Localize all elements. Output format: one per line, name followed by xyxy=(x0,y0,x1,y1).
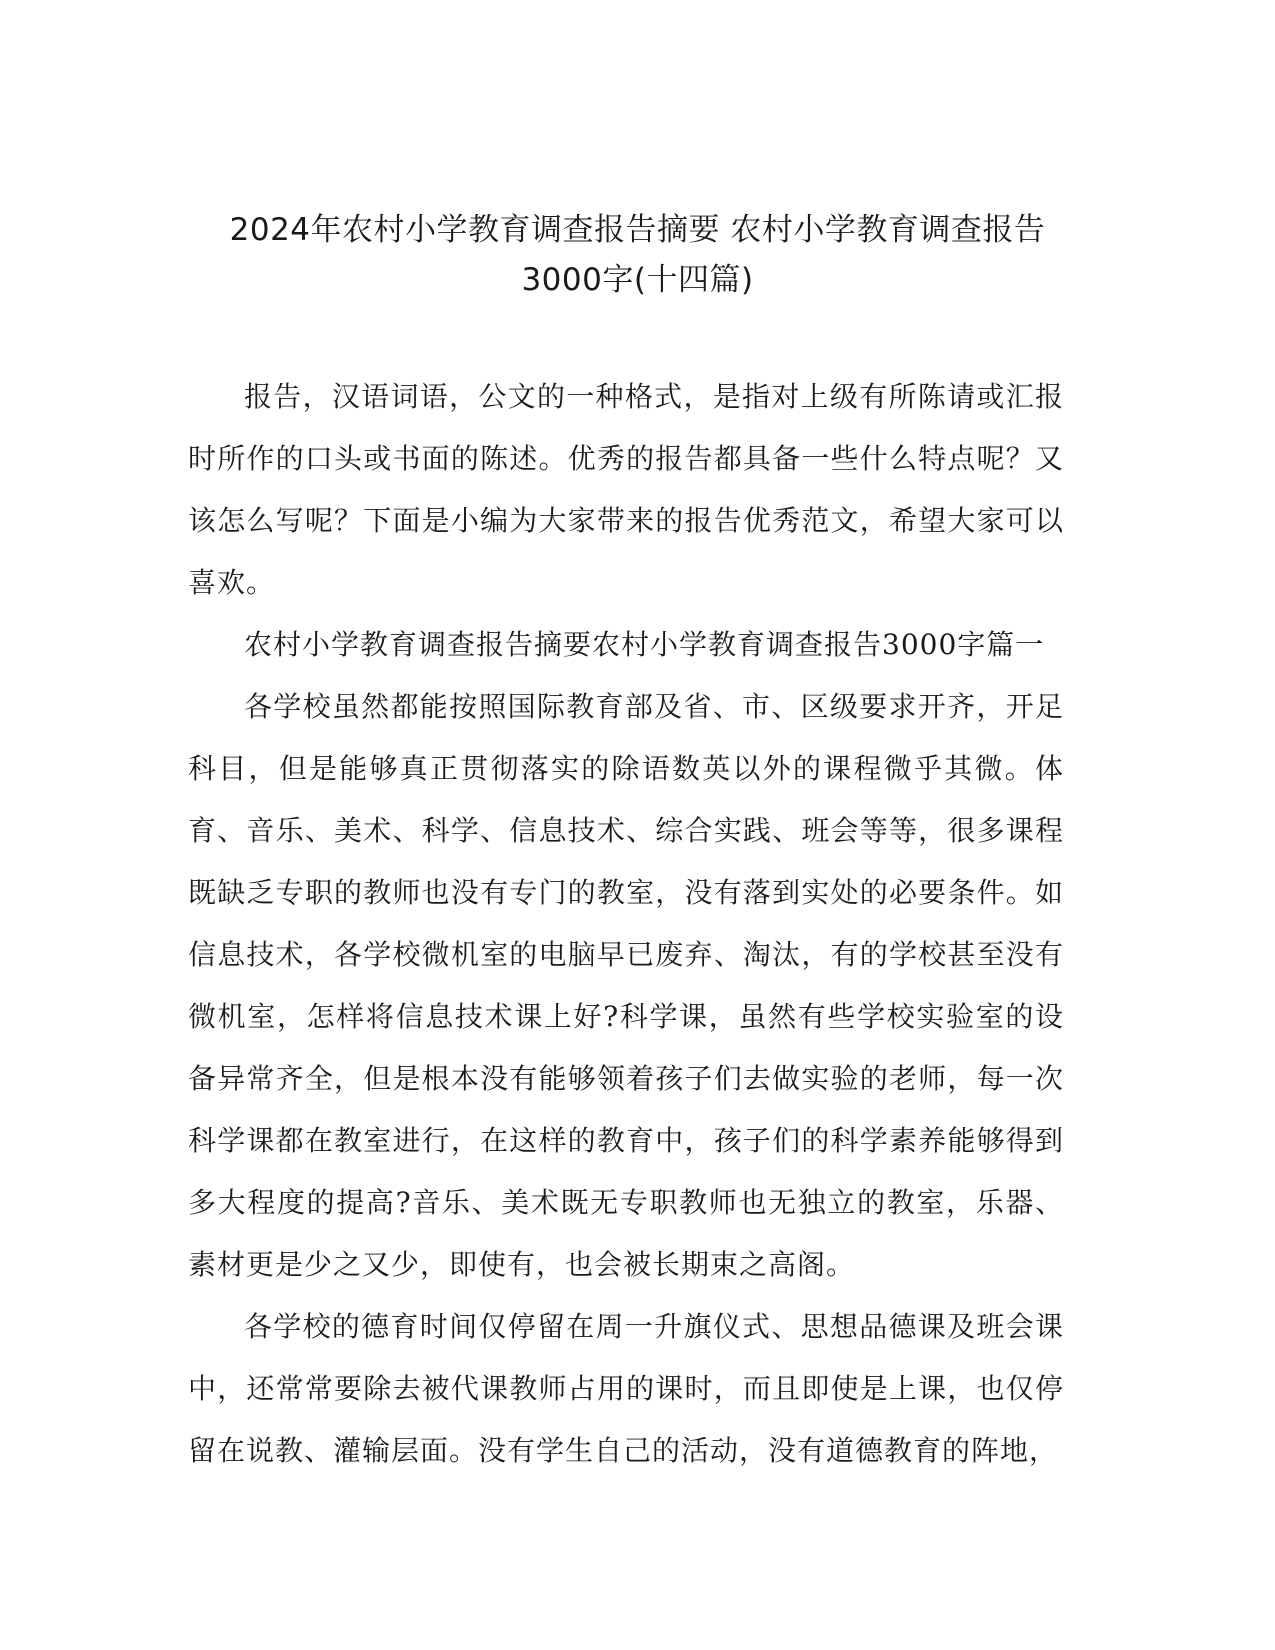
document-title xyxy=(150,205,1125,305)
document-body xyxy=(188,366,1064,1482)
title-line-2: 3000字(十四篇) xyxy=(521,262,754,298)
paragraph-curriculum: 各学校虽然都能按照国际教育部及省、市、区级要求开齐，开足科目，但是能够真正贯彻落实的除语数英以外的课程微乎其微。体育、音乐、美术、科学、信息技术、综合实践、班会等等，很多课程既缺乏专职的教师也没有专门的教室，没有落到实处的必要条件。如信息技术，各学校微机室的电脑早已废弃、淘汰，有的学校甚至没有微机室，怎样将信息技术课上好?科学课，虽然有些学校实验室的设备异常齐全，但是根本没有能够领着孩子们去做实验的老师，每一次科学课都在教室进行，在这样的教育中，孩子们的科学素养能够得到多大程度的提高?音乐、美术既无专职教师也无独立的教室，乐器、素材更是少之又少，即使有，也会被长期束之高阁。 xyxy=(188,690,1064,1281)
paragraph-moral-education: 各学校的德育时间仅停留在周一升旗仪式、思想品德课及班会课中，还常常要除去被代课教师占用的课时，而且即使是上课，也仅停留在说教、灌输层面。没有学生自己的活动，没有道德教育的阵地， xyxy=(188,1310,1064,1467)
title-line-1: 2024年农村小学教育调查报告摘要 农村小学教育调查报告 xyxy=(229,212,1046,248)
paragraph-section-heading: 农村小学教育调查报告摘要农村小学教育调查报告3000字篇一 xyxy=(244,628,1045,661)
paragraph-intro: 报告，汉语词语，公文的一种格式，是指对上级有所陈请或汇报时所作的口头或书面的陈述。优秀的报告都具备一些什么特点呢？又该怎么写呢？下面是小编为大家带来的报告优秀范文，希望大家可以喜欢。 xyxy=(188,380,1064,599)
